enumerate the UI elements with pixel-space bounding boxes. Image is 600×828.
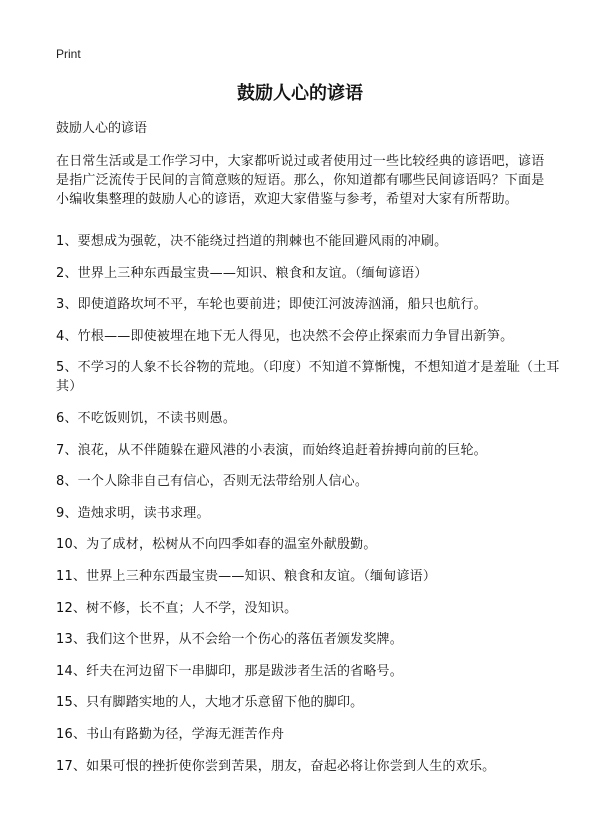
list-item: 2、世界上三种东西最宝贵——知识、粮食和友谊。（缅甸谚语） [56,265,428,281]
list-item: 8、一个人除非自己有信心，否则无法带给别人信心。 [56,474,369,490]
intro-paragraph: 在日常生活或是工作学习中，大家都听说过或者使用过一些比较经典的谚语吧，谚语是指广泛流传于民间的言简意赅的短语。那么，你知道都有哪些民间谚语吗？下面是小编收集整理的鼓励人心的谚语，欢迎大家借鉴与参考，希望对大家有所帮助。 [56,154,545,207]
list-item: 3、即使道路坎坷不平，车轮也要前进；即使江河波涛汹涌，船只也航行。 [56,297,487,313]
list-item: 14、纤夫在河边留下一串脚印，那是跋涉者生活的省略号。 [56,663,403,679]
list-item: 4、竹根——即使被埋在地下无人得见，也决然不会停止探索而力争冒出新笋。 [56,328,514,344]
list-item: 16、书山有路勤为径，学海无涯苦作舟 [56,726,285,742]
list-item: 9、造烛求明，读书求理。 [56,505,210,521]
list-item: 10、为了成材，松树从不向四季如春的温室外献殷勤。 [56,537,377,553]
list-item: 6、不吃饭则饥，不读书则愚。 [56,410,237,426]
print-link[interactable]: Print [56,47,81,61]
page-title: 鼓励人心的谚语 [237,83,363,104]
list-item: 13、我们这个世界，从不会给一个伤心的落伍者颁发奖牌。 [56,632,403,648]
list-item: 12、树不修，长不直；人不学，没知识。 [56,600,298,616]
list-item: 7、浪花，从不伴随躲在避风港的小表演，而始终追赶着拚搏向前的巨轮。 [56,442,487,458]
proverb-list [56,232,561,788]
list-item: 15、只有脚踏实地的人，大地才乐意留下他的脚印。 [56,695,364,711]
article-subtitle: 鼓励人心的谚语 [56,121,148,136]
list-item: 11、世界上三种东西最宝贵——知识、粮食和友谊。（缅甸谚语） [56,568,437,584]
list-item: 5、不学习的人象不长谷物的荒地。（印度）不知道不算惭愧，不想知道才是羞耻（土耳其） [56,360,560,395]
list-item: 17、如果可恨的挫折使你尝到苦果，朋友，奋起必将让你尝到人生的欢乐。 [56,758,496,774]
list-item: 1、要想成为强乾，决不能绕过挡道的荆棘也不能回避风雨的冲刷。 [56,234,448,249]
